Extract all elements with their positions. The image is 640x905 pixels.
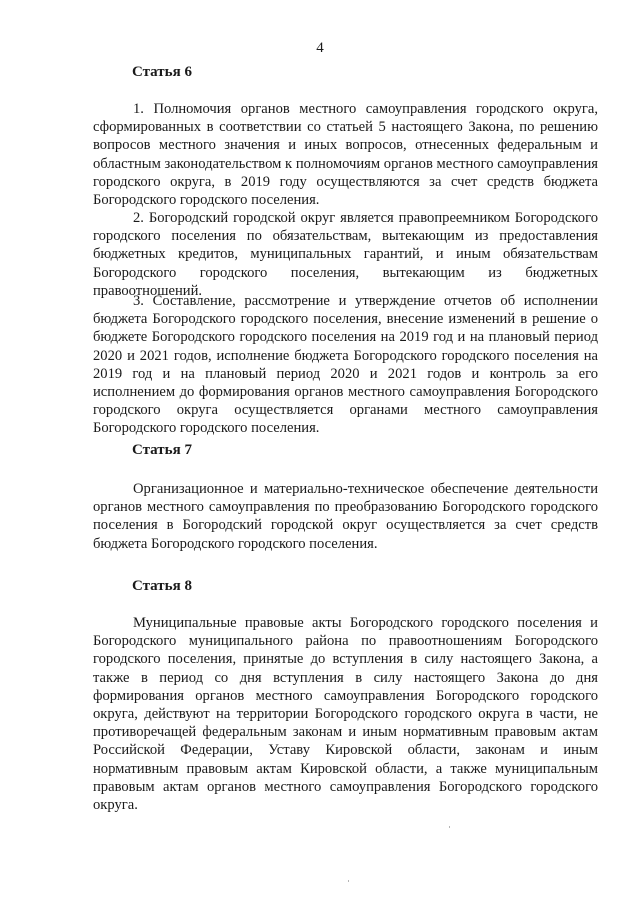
article-7-heading: Статья 7 [132,442,192,458]
article-8-heading: Статья 8 [132,578,192,594]
article-6-heading: Статья 6 [132,64,192,80]
scan-speck [449,826,450,828]
article-6-paragraph-1: 1. Полномочия органов местного самоуправления городского округа, сформированных в соответствии со статьей 5 настоящего Закона, по решению вопросов местного значения и иных вопросов, отнесенных федеральным и областным законодательством к полномочиям органов местного самоуправления городского округа, в 2019 году осуществляются за счет средств бюджета Богородского городского поселения. [93,101,598,209]
article-6-paragraph-2: 2. Богородский городской округ является правопреемником Богородского городского поселения по обязательствам, вытекающим из предоставления бюджетных кредитов, муниципальных гарантий, и иным обязательствам Богородского городского поселения, вытекающим из бюджетных правоотношений. [93,210,598,299]
scan-speck [348,880,349,882]
article-8-paragraph-1: Муниципальные правовые акты Богородского городского поселения и Богородского муниципального района по правоотношениям Богородского городского поселения, принятые до вступления в силу настоящего Закона, а также в период со дня вступления в силу настоящего Закона до дня формирования органов местного самоуправления Богородского городского округа, действуют на территории Богородского городского округа в части, не противоречащей федеральным законам и иным нормативным правовым актам Российской Федерации, Уставу Кировской области, законам и иным нормативным правовым актам Кировской области, а также муниципальным правовым актам органов местного самоуправления Богородского городского округа. [93,615,598,814]
article-7-paragraph-1: Организационное и материально-техническое обеспечение деятельности органов местного самоуправления по преобразованию Богородского городского поселения в Богородский городской округ осуществляется за счет средств бюджета Богородского городского поселения. [93,481,598,552]
page-number: 4 [316,40,324,56]
article-6-paragraph-3: 3. Составление, рассмотрение и утверждение отчетов об исполнении бюджета Богородского городского поселения, внесение изменений в решение о бюджете Богородского городского поселения на 2019 год и на плановый период 2020 и 2021 годов, исполнение бюджета Богородского городского поселения на 2019 год и на плановый период 2020 и 2021 годов и контроль за его исполнением до формирования органов местного самоуправления Богородского городского округа осуществляется органами местного самоуправления Богородского городского поселения. [93,293,598,437]
